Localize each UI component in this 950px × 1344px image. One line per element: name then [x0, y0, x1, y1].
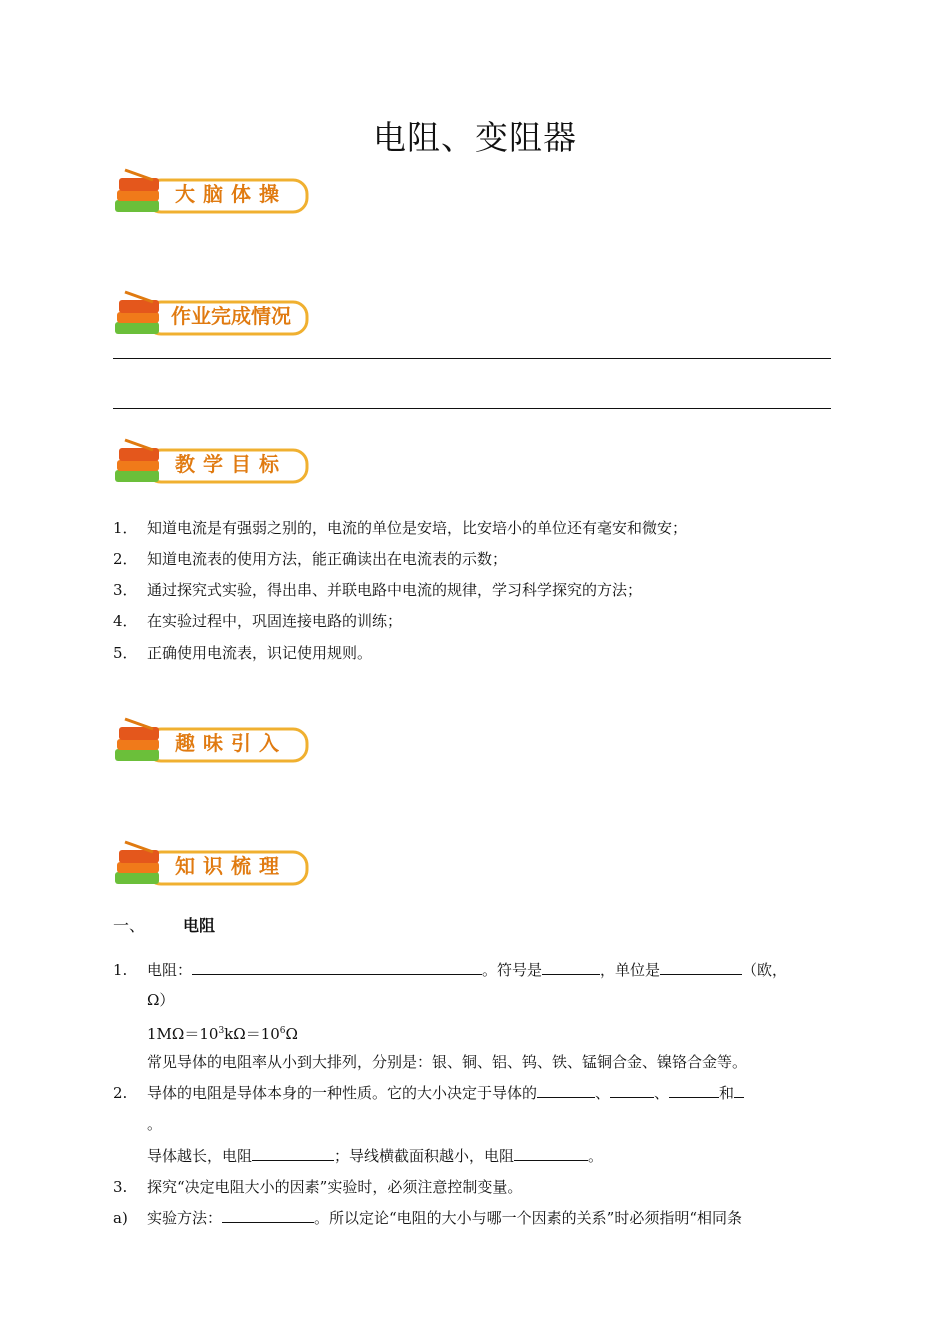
fill-blank[interactable] — [610, 1083, 654, 1098]
item-text: Ω） — [147, 991, 175, 1009]
item-text: 常见导体的电阻率从小到大排列，分别是：银、铜、铝、钨、铁、锰铜合金、镍铬合金等。 — [147, 1053, 748, 1071]
section-badge-fun-intro — [113, 715, 313, 773]
section-badge-knowledge — [113, 838, 313, 896]
item-text: 。 — [147, 1115, 163, 1133]
section-title: 大脑体操 — [175, 182, 287, 206]
item-2-detail: 导体越长，电阻 ；导线横截面积越小，电阻 。 — [147, 1147, 604, 1165]
fill-blank[interactable] — [734, 1083, 744, 1098]
section-badge-homework — [113, 288, 313, 346]
section-title: 作业完成情况 — [171, 304, 291, 328]
fill-blank[interactable] — [252, 1146, 334, 1161]
answer-line — [113, 358, 831, 359]
section-title: 趣味引入 — [175, 731, 287, 755]
section-title: 教学目标 — [175, 452, 287, 476]
fill-blank[interactable] — [542, 960, 600, 975]
fill-blank[interactable] — [660, 960, 742, 975]
answer-line — [113, 408, 831, 409]
fill-blank[interactable] — [537, 1083, 595, 1098]
section-badge-teaching-goals — [113, 436, 313, 494]
fill-blank[interactable] — [222, 1208, 314, 1223]
unit-conversion: $1M\Omega=10^3k\Omega=10^6\Omega$ — [147, 1025, 298, 1043]
fill-blank[interactable] — [514, 1146, 588, 1161]
fill-blank[interactable] — [669, 1083, 719, 1098]
page-title: 电阻、变阻器 — [373, 118, 577, 157]
fill-blank[interactable] — [192, 960, 482, 975]
section-badge-brain-exercise — [113, 166, 313, 224]
section-title: 知识梳理 — [175, 854, 287, 878]
